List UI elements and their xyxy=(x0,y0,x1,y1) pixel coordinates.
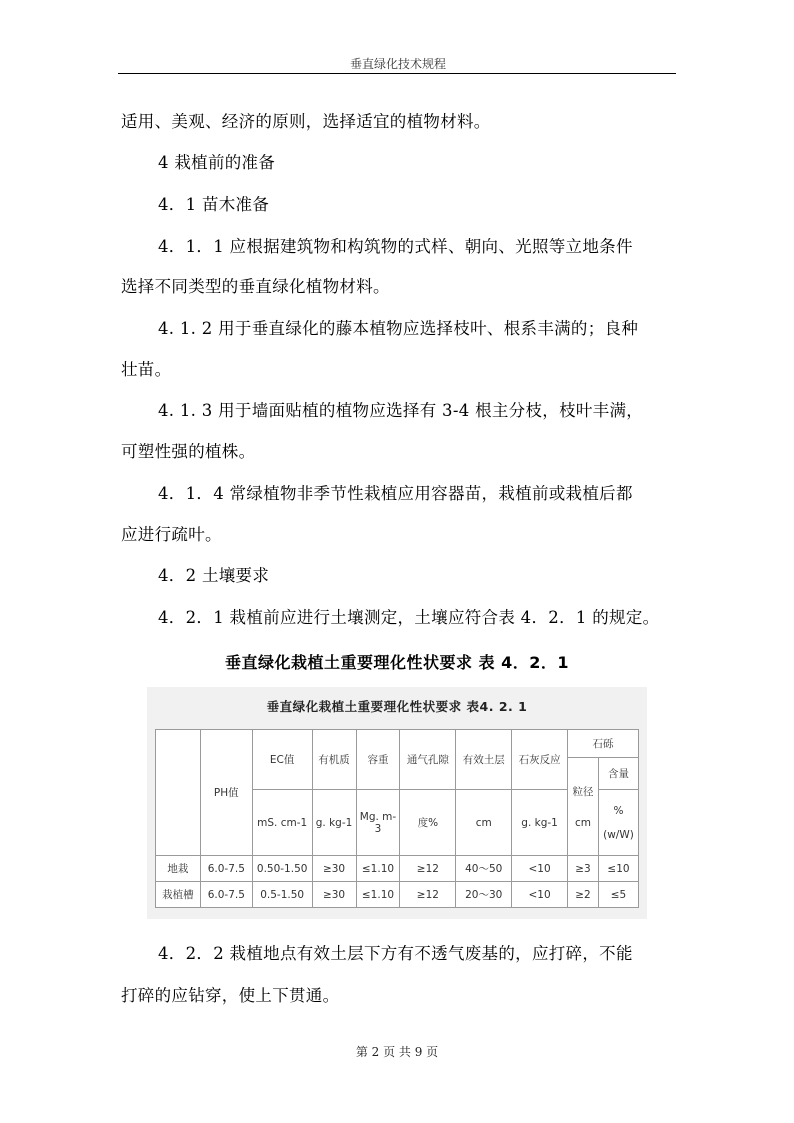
soil-properties-table xyxy=(155,729,639,908)
header-density-unit: Mg. m-3 xyxy=(356,790,400,856)
cell-lime: <10 xyxy=(512,882,568,908)
header-organic: 有机质 xyxy=(312,730,356,790)
row-label-header-cell xyxy=(156,730,201,856)
paragraph-line: 4. 1. 3 用于墙面贴植的植物应选择有 3-4 根主分枝，枝叶丰满， xyxy=(158,401,644,420)
row-name: 栽植槽 xyxy=(156,882,201,908)
paragraph-line: 4．1．1 应根据建筑物和构筑物的式样、朝向、光照等立地条件 xyxy=(158,237,633,256)
header-lime: 石灰反应 xyxy=(512,730,568,790)
subsection-heading: 4．1 苗木准备 xyxy=(158,195,270,214)
table-image-title: 垂直绿化栽植土重要理化性状要求 表4. 2. 1 xyxy=(266,699,528,714)
header-organic-unit: g. kg-1 xyxy=(312,790,356,856)
header-content-unit xyxy=(598,790,638,856)
header-content-unit-2: (w/W) xyxy=(603,828,634,841)
header-content: 含量 xyxy=(598,758,638,790)
cell-soil-layer: 20～30 xyxy=(456,882,512,908)
header-lime-unit: g. kg-1 xyxy=(512,790,568,856)
header-grain xyxy=(568,758,599,856)
cell-content: ≤5 xyxy=(598,882,638,908)
header-ph: PH值 xyxy=(200,730,252,856)
header-density: 容重 xyxy=(356,730,400,790)
cell-grain: ≥3 xyxy=(568,856,599,882)
cell-porosity: ≥12 xyxy=(400,882,456,908)
header-grain-unit: cm xyxy=(574,817,591,829)
page-footer: 第 2 页 共 9 页 xyxy=(355,1045,439,1059)
cell-lime: <10 xyxy=(512,856,568,882)
paragraph-line: 适用、美观、经济的原则，选择适宜的植物材料。 xyxy=(121,112,491,131)
paragraph-line: 打碎的应钻穿，使上下贯通。 xyxy=(121,986,340,1005)
section-heading: 4 栽植前的准备 xyxy=(158,153,276,172)
header-grain-label: 粒径 xyxy=(572,786,594,798)
row-name: 地栽 xyxy=(156,856,201,882)
paragraph-line: 4. 1. 2 用于垂直绿化的藤本植物应选择枝叶、根系丰满的；良种 xyxy=(158,319,639,338)
cell-ph: 6.0-7.5 xyxy=(200,882,252,908)
cell-porosity: ≥12 xyxy=(400,856,456,882)
paragraph-line: 4．1．4 常绿植物非季节性栽植应用容器苗，栽植前或栽植后都 xyxy=(158,484,633,503)
cell-ph: 6.0-7.5 xyxy=(200,856,252,882)
paragraph-line: 壮苗。 xyxy=(121,360,172,379)
header-porosity-unit: 度% xyxy=(400,790,456,856)
header-soil-layer-unit: cm xyxy=(456,790,512,856)
paragraph-line: 4．2．2 栽植地点有效土层下方有不透气废基的，应打碎，不能 xyxy=(158,944,633,963)
table-image xyxy=(147,687,647,919)
cell-organic: ≥30 xyxy=(312,856,356,882)
header-gravel: 石砾 xyxy=(568,730,639,758)
cell-ec: 0.50-1.50 xyxy=(252,856,312,882)
cell-soil-layer: 40～50 xyxy=(456,856,512,882)
header-content-unit-1: % xyxy=(613,804,624,817)
cell-organic: ≥30 xyxy=(312,882,356,908)
page-header: 垂直绿化技术规程 xyxy=(349,57,446,71)
header-ec: EC值 xyxy=(252,730,312,790)
paragraph-line: 4．2．1 栽植前应进行土壤测定，土壤应符合表 4．2．1 的规定。 xyxy=(158,608,660,627)
cell-density: ≤1.10 xyxy=(356,856,400,882)
header-soil-layer: 有效土层 xyxy=(456,730,512,790)
header-porosity: 通气孔隙 xyxy=(400,730,456,790)
paragraph-line: 选择不同类型的垂直绿化植物材料。 xyxy=(121,277,390,296)
header-divider xyxy=(118,73,676,74)
header-ec-unit: mS. cm-1 xyxy=(252,790,312,856)
paragraph-line: 应进行疏叶。 xyxy=(121,525,222,544)
cell-density: ≤1.10 xyxy=(356,882,400,908)
table-caption: 垂直绿化栽植土重要理化性状要求 表 4．2．1 xyxy=(224,653,570,672)
table-row xyxy=(156,856,639,882)
cell-grain: ≥2 xyxy=(568,882,599,908)
subsection-heading: 4．2 土壤要求 xyxy=(158,566,270,585)
table-row xyxy=(156,882,639,908)
cell-ec: 0.5-1.50 xyxy=(252,882,312,908)
paragraph-line: 可塑性强的植株。 xyxy=(121,442,256,461)
cell-content: ≤10 xyxy=(598,856,638,882)
